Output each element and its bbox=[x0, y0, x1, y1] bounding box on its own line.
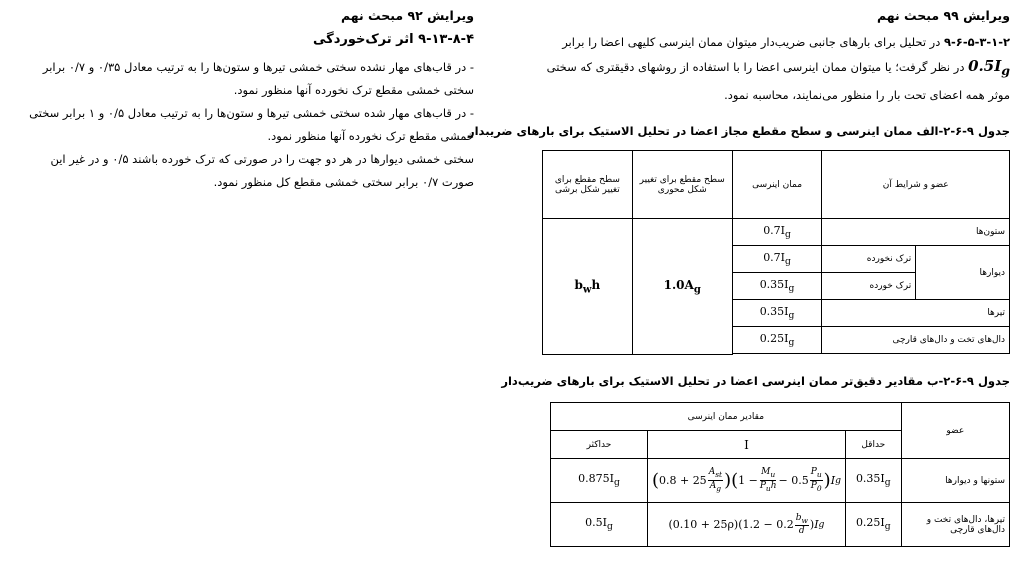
paragraph-line-6: صورت ۰/۷ برابر سختی خمشی مقطع کل منظور نمود. bbox=[213, 175, 474, 189]
edition-label-92: ویرایش ۹۲ مبحث نهم bbox=[340, 8, 474, 23]
table-b-row-1-max: $0.875I_g$ bbox=[578, 472, 620, 489]
table-b-header-member: عضو bbox=[901, 403, 1009, 459]
table-a-row-columns-value: $0.7I_g$ bbox=[763, 223, 791, 241]
table-a-row-beams-value: $0.35I_g$ bbox=[759, 304, 795, 322]
clause-paragraph bbox=[530, 30, 1010, 107]
table-b-header-I: I bbox=[647, 431, 845, 459]
table-a-row-walls-label: دیوارها bbox=[916, 246, 1010, 300]
table-a-axial-value: $1.0A_g$ bbox=[663, 277, 701, 296]
table-b-row-2-formula: (0.10 + 25ρ)(1.2 − 0.2 $\frac{b_w}{d}$ ) I g bbox=[647, 503, 845, 547]
table-b-row-1-min: $0.35I_g$ bbox=[855, 472, 891, 489]
table-a bbox=[542, 150, 1010, 355]
table-b-header-max: حداکثر bbox=[551, 431, 648, 459]
section-heading: ۹-۱۳-۸-۴ اثر ترک‌خوردگی bbox=[312, 32, 474, 47]
table-a-header-shear: سطح مقطع برای تغییر شکل برشی bbox=[543, 151, 633, 219]
table-b-row-1-member: ستونها و دیوارها bbox=[901, 459, 1009, 503]
clause-line-2: $0.5I_g$ در نظر گرفت؛ یا میتوان ممان اینرسی اعضا را با استفاده از روشهای دقیقتری که سختی bbox=[546, 57, 1010, 78]
table-a-row-columns-label: ستون‌ها bbox=[822, 219, 1010, 246]
paragraph-line-3: - در قاب‌های مهار شده سختی خمشی تیرها و ستون‌ها را به ترتیب معادل ۰/۵ و ۱ برابر سختی bbox=[29, 106, 474, 120]
table-b-header-values: مقادیر ممان اینرسی bbox=[551, 403, 902, 431]
table-a-row-walls-uncracked-label: ترک نخورده bbox=[822, 246, 916, 273]
edition-label-99: ویرایش ۹۹ مبحث نهم bbox=[876, 8, 1010, 23]
table-b-row-2-min: $0.25I_g$ bbox=[855, 516, 891, 533]
table-a-row-walls-cracked-value: $0.35I_g$ bbox=[759, 277, 795, 295]
paragraph-line-1: - در قاب‌های مهار نشده سختی خمشی تیرها و ستون‌ها را به ترتیب معادل ۰/۳۵ و ۰/۷ برابر bbox=[42, 60, 474, 74]
table-a-caption: جدول ۹-۶-۲-الف ممان اینرسی و سطح مقطع مجاز اعضا در تحلیل الاستیک برای بارهای ضریبدار bbox=[468, 124, 1010, 138]
clause-line-1: ۹-۶-۵-۳-۱-۲ در تحلیل برای بارهای جانبی ضریب‌دار میتوان ممان اینرسی کلیهی اعضا را برابر bbox=[562, 35, 1010, 49]
table-b-header-min: حداقل bbox=[845, 431, 901, 459]
table-b-row-1-formula: ( 0.8 + 25 $\frac{A_{st}}{A_g}$ ) ( 1 − $\frac{M_u}{P_uh}$ − 0.5 $\frac{P_u}{P_0}$ ) I g bbox=[647, 459, 845, 503]
table-b-row-2-max: $0.5I_g$ bbox=[585, 516, 613, 533]
table-b bbox=[550, 402, 1010, 547]
table-b-caption: جدول ۹-۶-۲-ب مقادیر دقیق‌تر ممان اینرسی اعضا در تحلیل الاستیک برای بارهای ضریب‌دار bbox=[501, 374, 1010, 388]
table-b-row-2-member: تیرها، دال‌های تخت و دال‌های قارچی bbox=[901, 503, 1009, 547]
cracking-paragraph bbox=[14, 56, 474, 194]
clause-number: ۹-۶-۵-۳-۱-۲ bbox=[944, 35, 1010, 49]
table-a-header-axial: سطح مقطع برای تغییر شکل محوری bbox=[632, 151, 732, 219]
paragraph-line-2: سختی خمشی مقطع ترک نخورده آنها منظور نمود. bbox=[233, 83, 474, 97]
paragraph-line-5: سختی خمشی دیوارها در هر دو جهت را در صورتی که ترک خورده باشند ۰/۵ و در غیر این bbox=[50, 152, 474, 166]
table-a-shear-value: $b_wh$ bbox=[574, 277, 601, 296]
table-a-row-slabs-label: دال‌های تخت و دال‌های قارچی bbox=[822, 327, 1010, 354]
table-a-header-member: عضو و شرایط آن bbox=[822, 151, 1010, 219]
table-a-row-beams-label: تیرها bbox=[822, 300, 1010, 327]
paragraph-line-4: خمشی مقطع ترک نخورده آنها منظور نمود. bbox=[267, 129, 474, 143]
table-a-row-walls-cracked-label: ترک خورده bbox=[822, 273, 916, 300]
table-a-row-slabs-value: $0.25I_g$ bbox=[759, 331, 795, 349]
clause-value: $0.5I_g$ bbox=[968, 57, 1010, 78]
table-a-header-inertia: ممان اینرسی bbox=[732, 151, 822, 219]
table-a-row-walls-uncracked-value: $0.7I_g$ bbox=[763, 250, 791, 268]
clause-line-3: موثر همه اعضای تحت بار را منظور می‌نمایند، محاسبه نمود. bbox=[724, 88, 1010, 102]
